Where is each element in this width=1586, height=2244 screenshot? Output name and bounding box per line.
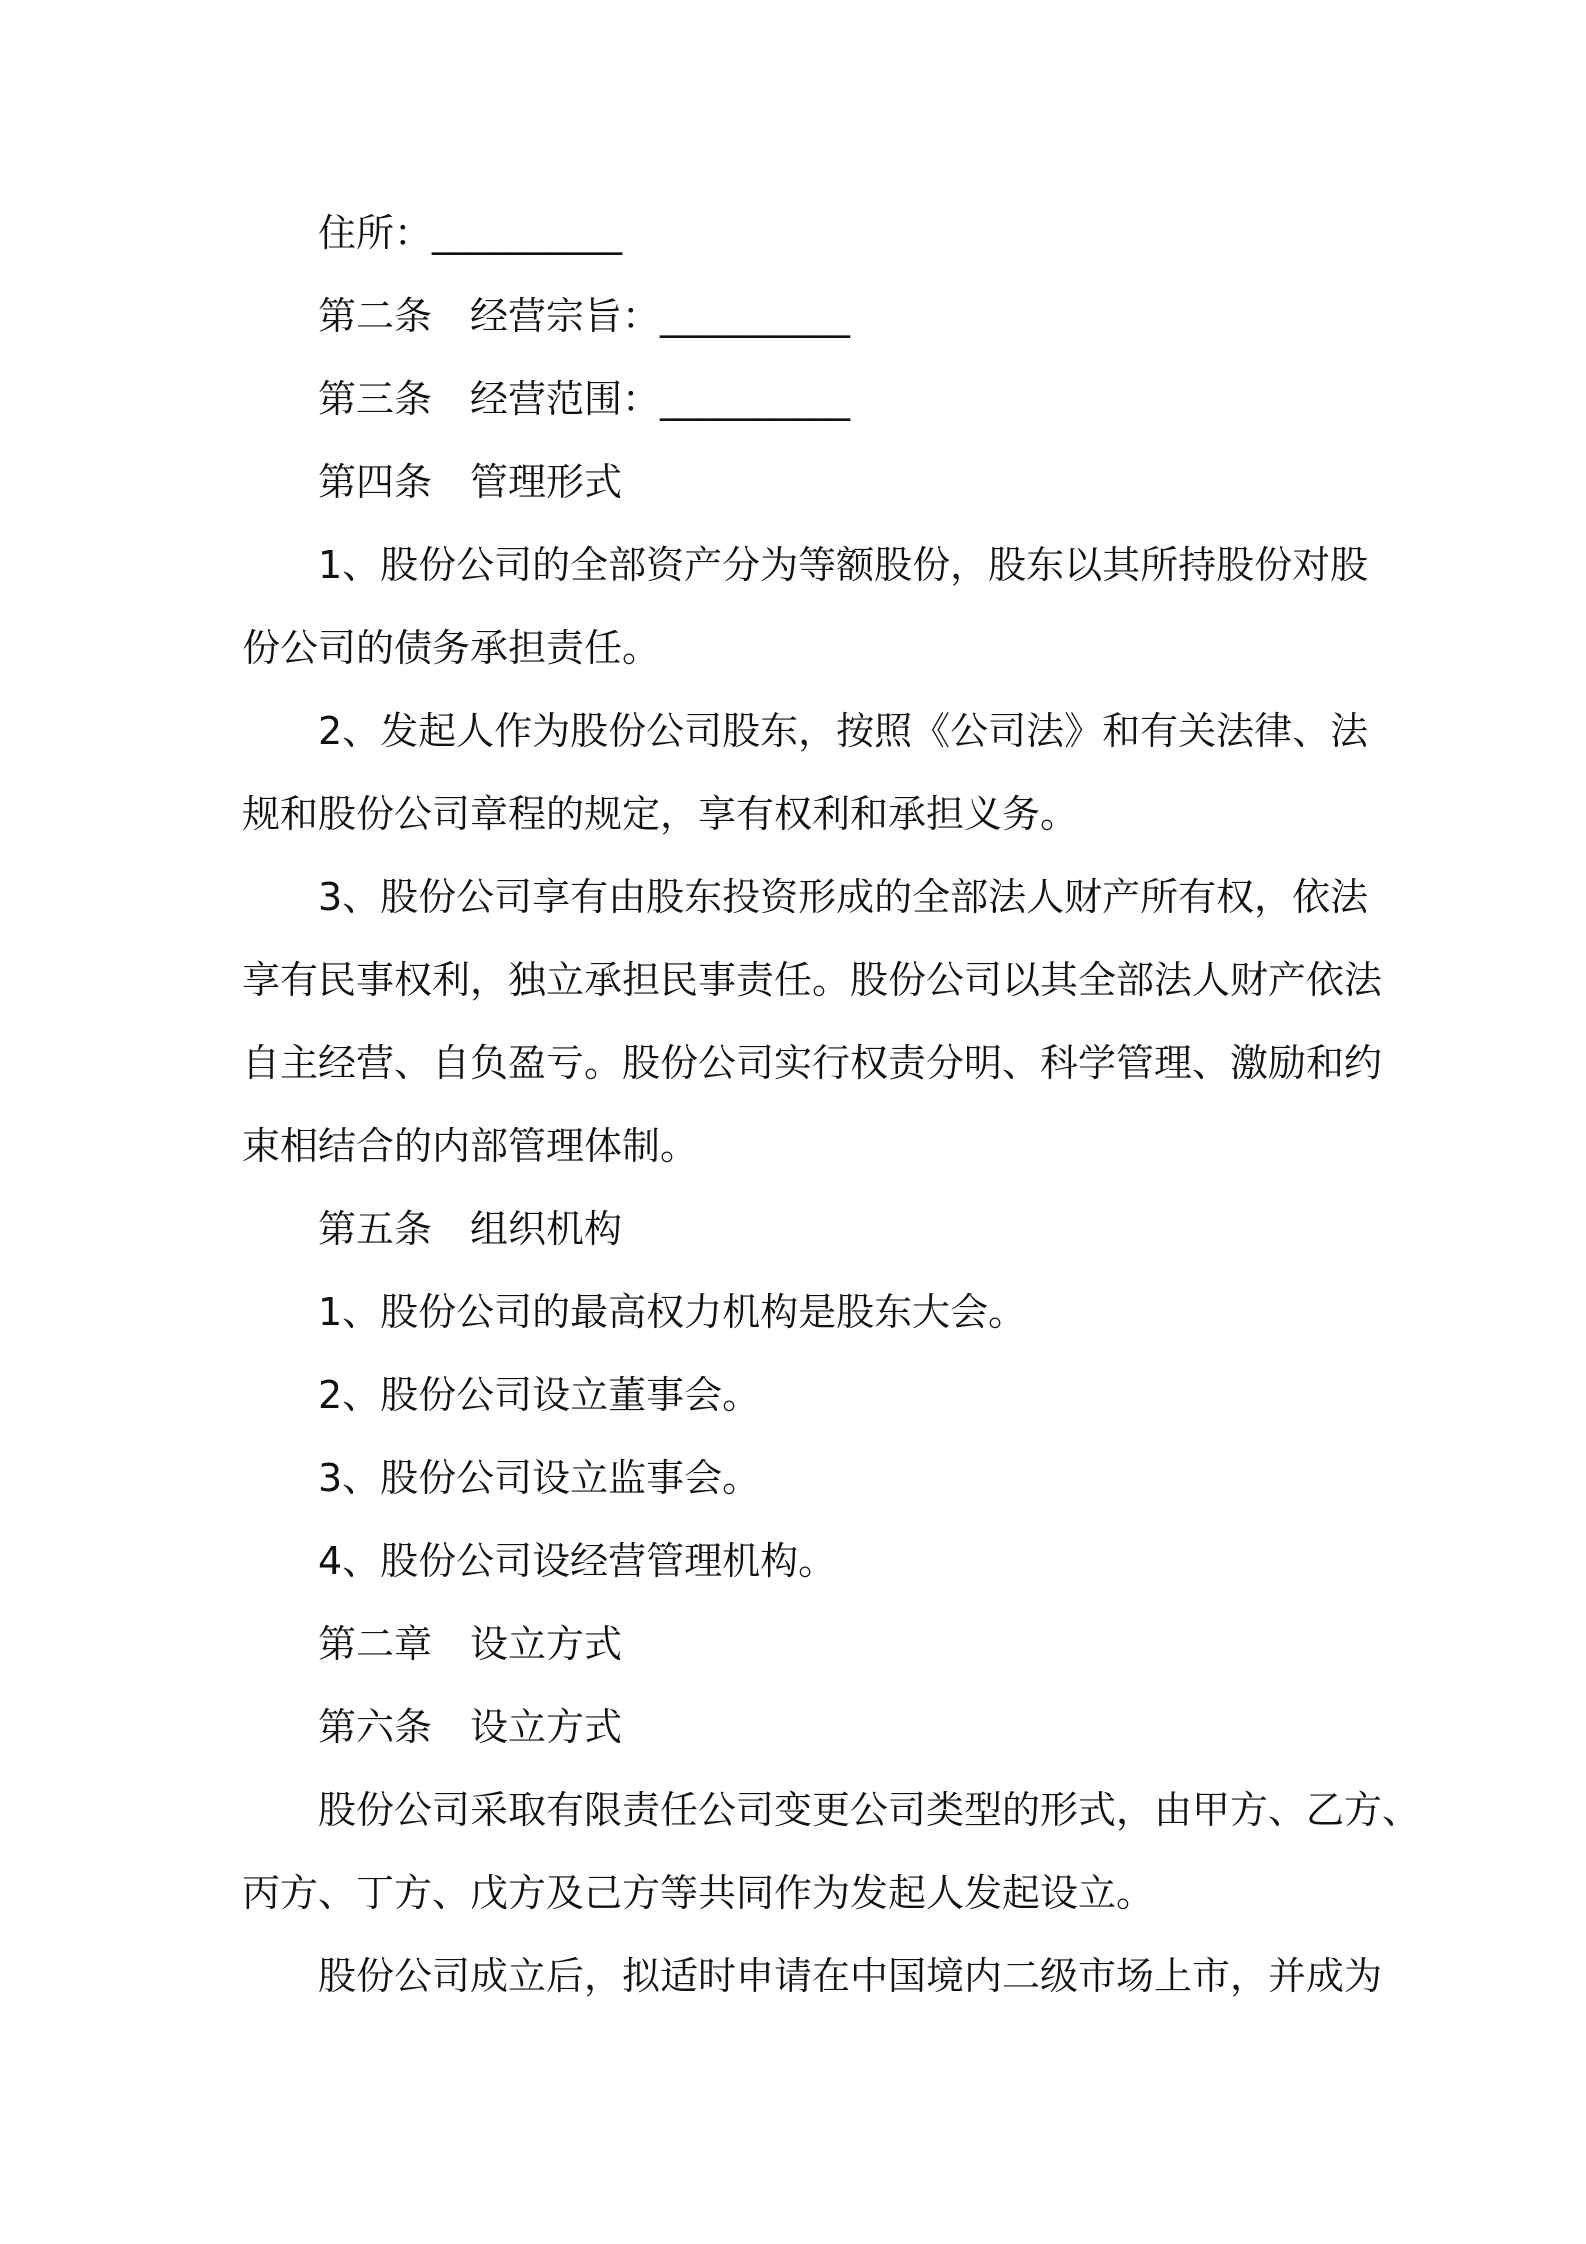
- section-heading: 第四条 管理形式: [318, 460, 623, 504]
- text-line: 股份公司成立后，拟适时申请在中国境内二级市场上市，并成为: [318, 1954, 1383, 1998]
- text-line: 1、股份公司的全部资产分为等额股份，股东以其所持股份对股: [318, 543, 1369, 587]
- text-line: 自主经营、自负盈亏。股份公司实行权责分明、科学管理、激励和约: [242, 1041, 1383, 1085]
- text-line: 3、股份公司享有由股东投资形成的全部法人财产所有权，依法: [318, 875, 1369, 919]
- text-line: 丙方、丁方、戊方及己方等共同作为发起人发起设立。: [242, 1871, 1155, 1915]
- text-line: 份公司的债务承担责任。: [242, 626, 661, 670]
- text-line: 4、股份公司设经营管理机构。: [318, 1539, 837, 1583]
- section-heading: 第五条 组织机构: [318, 1207, 623, 1251]
- text-line: 3、股份公司设立监事会。: [318, 1456, 761, 1500]
- text-line: 规和股份公司章程的规定，享有权利和承担义务。: [242, 792, 1079, 836]
- text-line: 2、发起人作为股份公司股东，按照《公司法》和有关法律、法: [318, 709, 1369, 753]
- section-heading: 第六条 设立方式: [318, 1705, 623, 1749]
- text-line: 第三条 经营范围：__________: [318, 377, 851, 421]
- text-line: 住所：__________: [318, 211, 623, 255]
- text-line: 2、股份公司设立董事会。: [318, 1373, 761, 1417]
- document-body: [242, 192, 1421, 2018]
- text-line: 第二条 经营宗旨：__________: [318, 294, 851, 338]
- text-line: 享有民事权利，独立承担民事责任。股份公司以其全部法人财产依法: [242, 958, 1383, 1002]
- chapter-heading: 第二章 设立方式: [318, 1622, 623, 1666]
- text-line: 股份公司采取有限责任公司变更公司类型的形式，由甲方、乙方、: [318, 1788, 1421, 1832]
- text-line: 束相结合的内部管理体制。: [242, 1124, 699, 1168]
- text-line: 1、股份公司的最高权力机构是股东大会。: [318, 1290, 1027, 1334]
